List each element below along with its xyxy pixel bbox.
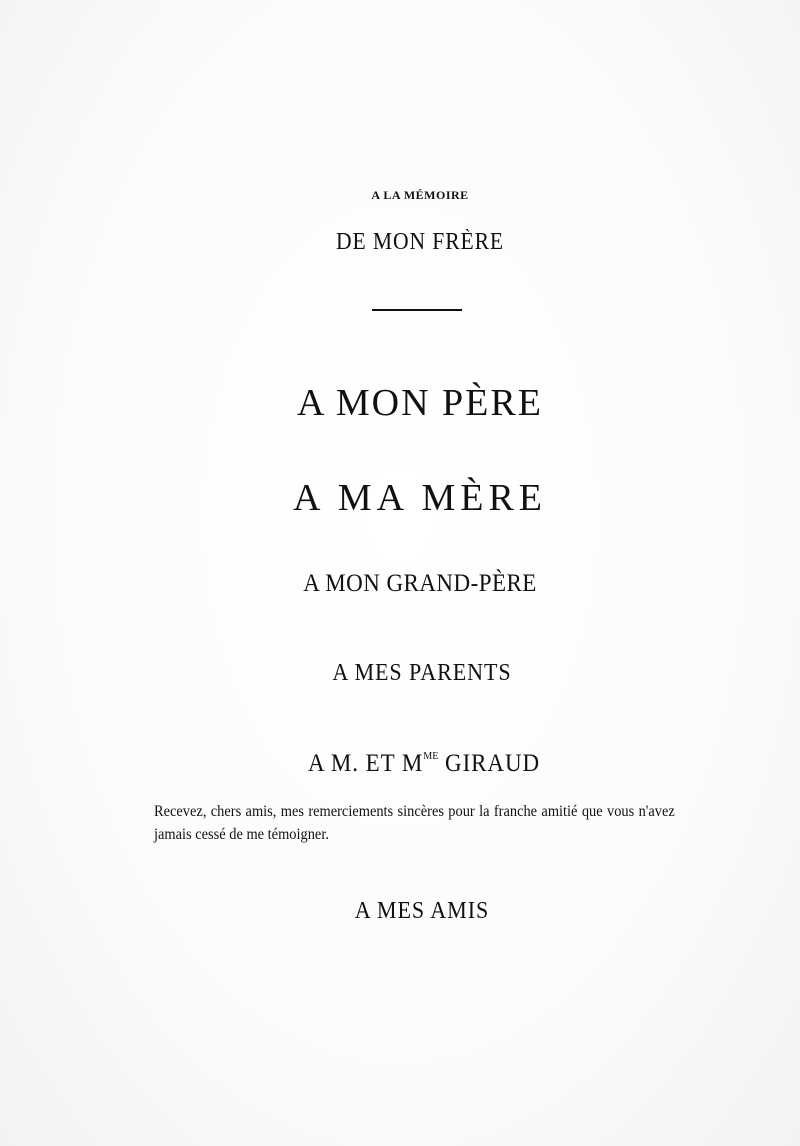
giraud-prefix: A M. ET M	[307, 750, 424, 777]
giraud-superscript: ME	[423, 750, 439, 762]
dedication-amis: A MES AMIS	[354, 898, 490, 924]
dedication-memoire: A LA MÉMOIRE	[371, 188, 469, 202]
separator-rule	[372, 309, 462, 311]
dedication-giraud	[56, 750, 792, 778]
dedication-parents: A MES PARENTS	[332, 660, 512, 686]
dedication-frere: DE MON FRÈRE	[335, 229, 505, 255]
dedication-grand-pere: A MON GRAND-PÈRE	[303, 570, 537, 597]
dedication-pere: A MON PÈRE	[297, 382, 543, 424]
dedication-mere: A MA MÈRE	[292, 477, 548, 519]
giraud-message: Recevez, chers amis, mes remerciements sincères pour la franche amitié que vous n'avez jamais cessé de me témoigner.	[154, 803, 675, 843]
giraud-suffix: GIRAUD	[438, 750, 541, 777]
